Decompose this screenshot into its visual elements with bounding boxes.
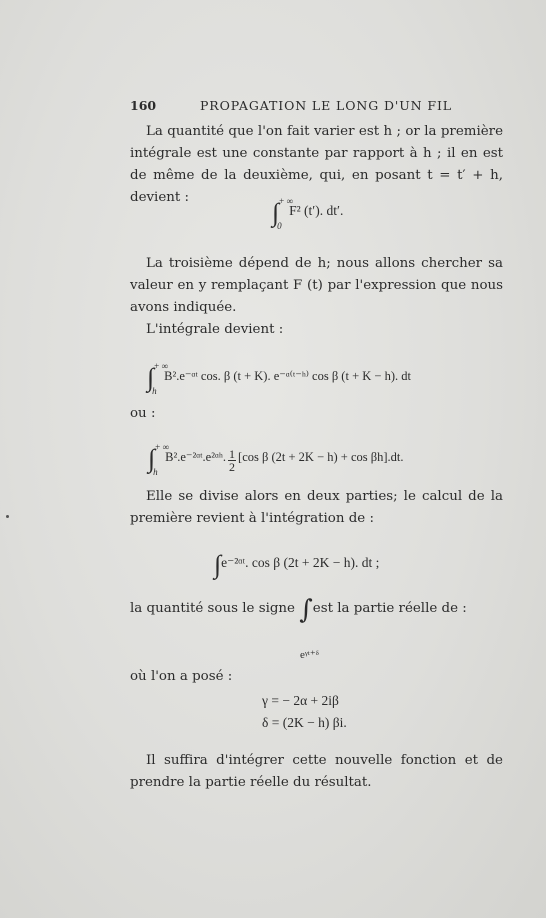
paragraph-7: où l'on a posé : <box>130 669 233 684</box>
paragraph-5: Elle se divise alors en deux parties; le calcul de la première revient à l'intégration de : <box>130 489 503 526</box>
paragraph-1: La quantité que l'on fait varier est h ; or la première intégrale est une constante par rapport à h ; il en est de même de la deuxième, qui, en posant t = t′ + h, devient : <box>130 124 503 205</box>
equation-6: γ = − 2α + 2iβ <box>262 693 339 708</box>
fraction-one-half: $\frac{1}{2}$ <box>229 447 236 474</box>
equation-5: eᵞᵗ⁺ᵟ <box>300 649 319 661</box>
paragraph-8: Il suffira d'intégrer cette nouvelle fonction et de prendre la partie réelle du résultat. <box>130 753 503 790</box>
equation-3: ∫ + ∞ h B².e⁻²ᵅᵗ.e²ᵅʰ. $\frac{1}{2}$ [cos β (2t + 2K − h) + cos βh].dt. <box>148 442 404 477</box>
paragraph-3: L'intégrale devient : <box>146 322 284 337</box>
paragraph-6: la quantité sous le signe ∫est la partie réelle de : <box>130 595 467 625</box>
integral-sign: ∫ <box>299 595 313 625</box>
equation-1: ∫ + ∞ 0 F² (t′). dt′. <box>272 196 344 231</box>
equation-4-body: e⁻²ᵅᵗ. cos β (2t + 2K − h). dt ; <box>221 555 380 570</box>
equation-7: δ = (2K − h) βi. <box>262 715 347 730</box>
equation-1-body: F² (t′). dt′. <box>289 203 344 218</box>
running-title: PROPAGATION LE LONG D'UN FIL <box>200 98 452 113</box>
paragraph-4: ou : <box>130 406 156 421</box>
page-number: 160 <box>130 98 157 113</box>
paragraph-2: La troisième dépend de h; nous allons chercher sa valeur en y remplaçant F (t) par l'expression que nous avons indiquée. <box>130 256 503 315</box>
running-header <box>130 95 500 117</box>
ink-speck <box>6 515 9 518</box>
equation-2-body: B².e⁻ᵅᵗ cos. β (t + K). e⁻ᵅ⁽ᵗ⁻ʰ⁾ cos β (t + K − h). dt <box>164 369 411 383</box>
equation-4: ∫e⁻²ᵅᵗ. cos β (2t + 2K − h). dt ; <box>214 550 380 579</box>
equation-2: ∫ + ∞ h B².e⁻ᵅᵗ cos. β (t + K). e⁻ᵅ⁽ᵗ⁻ʰ⁾ cos β (t + K − h). dt <box>147 361 411 396</box>
